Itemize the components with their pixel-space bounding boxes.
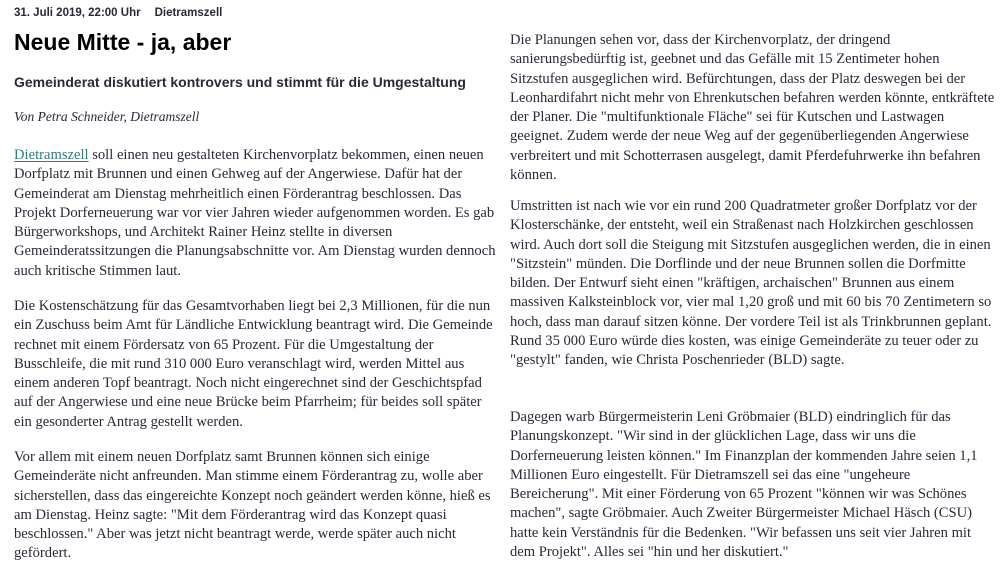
article-meta xyxy=(14,7,222,19)
paragraph: Dagegen warb Bürgermeisterin Leni Gröbmaier (BLD) eindringlich für das Planungskonzept. "Wir sind in der glücklichen Lage, dass wir uns die Dorferneuerung leisten können." Im Finanzplan der kommenden Jahre seien 1,1 Millionen Euro eingestellt. Für Dietramszell sei das eine "ungeheure Bereicherung". Mit einer Förderung von 65 Prozent "können wir was Schönes machen", sagte Gröbmaier. Auch Zweiter Bürgermeister Michael Häsch (CSU) hatte kein Verständnis für die Bedenken. "Wir befassen uns seit vier Jahren mit dem Projekt". Alles sei "hin und her diskutiert." xyxy=(510,409,978,561)
paragraph: Die Planungen sehen vor, dass der Kirchenvorplatz, der dringend sanierungsbedürftig ist, geebnet und das Gefälle mit 15 Zentimeter hohen Sitzstufen ausgeglichen wird. Befürchtungen, dass der Platz deswegen bei der Leonhardifahrt nicht mehr von Ehrenkutschen befahren werden könnte, entkräftete der Planer. Die "multifunktionale Fläche" sei für Kutschen und Lastwagen geeignet. Zudem werde der neue Weg auf der gegenüberliegenden Angerwiese verbreitert und mit Schotterrasen ausgelegt, damit Pferdefuhrwerke ihn befahren können. xyxy=(510,32,995,184)
location-tag: Dietramszell xyxy=(154,7,223,19)
location-link[interactable]: Dietramszell xyxy=(14,147,89,163)
paragraph-text: soll einen neu gestalteten Kirchenvorplatz bekommen, einen neuen Dorfplatz mit Brunnen und einen Gehweg auf der Angerwiese. Dafür hat der Gemeinderat am Dienstag mehrheitlich einen Förderantrag beschlossen. Das Projekt Dorferneuerung war vor vier Jahren wieder aufgenommen worden. Es gab Bürgerworkshops, und Architekt Rainer Heinz stellte in diversen Gemeinderatssitzungen die Planungsabschnitte vor. Am Dienstag wurden dennoch auch kritische Stimmen laut. xyxy=(14,147,496,279)
paragraph xyxy=(14,146,500,281)
paragraph: Vor allem mit einem neuen Dorfplatz samt Brunnen können sich einige Gemeinderäte nicht anfreunden. Man stimme einem Förderantrag zu, wolle aber sicherstellen, dass das eingereichte Konzept noch geändert werden könne, hieß es am Dienstag. Heinz sagte: "Mit dem Förderantrag wird das Konzept quasi beschlossen." Aber was jetzt nicht beantragt werde, werde später auch nicht gefördert. xyxy=(14,449,491,562)
paragraph: Umstritten ist nach wie vor ein rund 200 Quadratmeter großer Dorfplatz vor der Klosterschänke, der entsteht, weil ein Straßenast nach Holzkirchen geschlossen wird. Auch dort soll die Steigung mit Sitzstufen ausgeglichen werden, die in einen "Sitzstein" münden. Die Dorflinde und der neue Brunnen sollen die Dorfmitte bilden. Der Entwurf sieht einen "kräftigen, archaischen" Brunnen aus einem massiven Kalksteinblock vor, vier mal 1,20 groß und mit 60 bis 70 Zentimetern so hoch, dass man darauf sitzen könne. Der vordere Teil ist als Trinkbrunnen geplant. Rund 35 000 Euro würde dies kosten, was einige Gemeinderäte zu teuer oder zu "gestylt" fanden, wie Christa Poschenrieder (BLD) sagte. xyxy=(510,198,992,369)
article-author: Von Petra Schneider, Dietramszell xyxy=(14,109,200,124)
publish-date: 31. Juli 2019, 22:00 Uhr xyxy=(14,7,141,19)
paragraph: Die Kostenschätzung für das Gesamtvorhaben liegt bei 2,3 Millionen, für die nun ein Zuschuss beim Amt für Ländliche Entwicklung beantragt wird. Die Gemeinde rechnet mit einem Fördersatz von 65 Prozent. Für die Umgestaltung der Busschleife, die mit rund 310 000 Euro veranschlagt wird, werden Mittel aus einem anderen Topf beantragt. Noch nicht eingerechnet sind der Geschichtspfad auf der Angerwiese und eine neue Brücke beim Pfarrheim; für beides soll später ein gesonderter Antrag gestellt werden. xyxy=(14,298,493,430)
article-title: Neue Mitte - ja, aber xyxy=(14,29,232,55)
article-subtitle: Gemeinderat diskutiert kontrovers und stimmt für die Umgestaltung xyxy=(14,74,466,90)
